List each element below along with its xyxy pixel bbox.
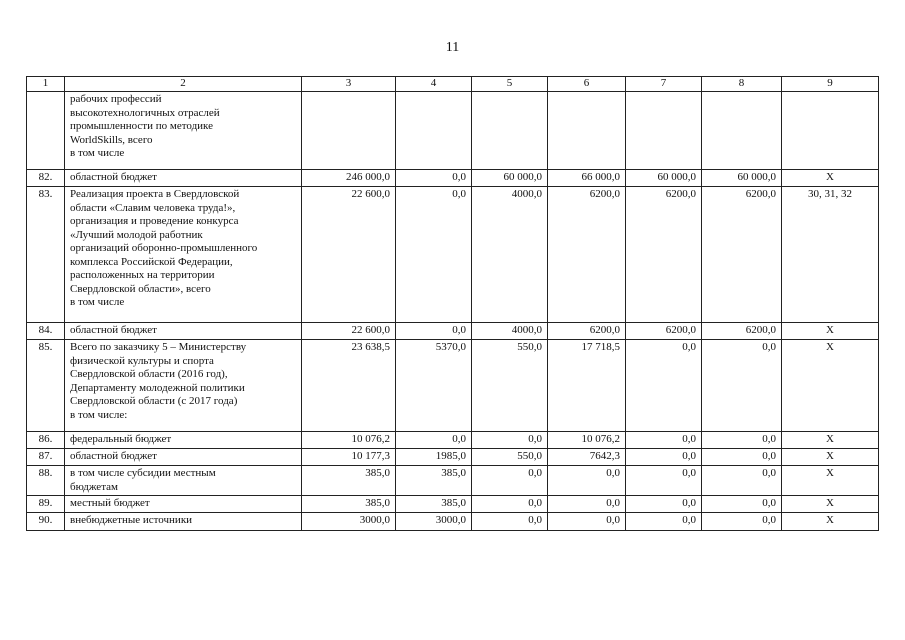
- table-row: [27, 449, 879, 466]
- reference-cell: X: [782, 432, 879, 449]
- value-cell-col5: 4000,0: [472, 187, 548, 323]
- value-cell-col4: 385,0: [396, 496, 472, 513]
- row-number-cell: 90.: [27, 513, 65, 531]
- value-cell-col8: 0,0: [702, 466, 782, 496]
- value-cell-col7: 0,0: [626, 449, 702, 466]
- row-number-cell: 85.: [27, 340, 65, 432]
- value-cell-col5: 0,0: [472, 432, 548, 449]
- value-cell-col7: 0,0: [626, 432, 702, 449]
- description-cell: областной бюджет: [65, 449, 302, 466]
- value-cell-col8: 0,0: [702, 449, 782, 466]
- value-cell-col5: 550,0: [472, 340, 548, 432]
- value-cell-col4: [396, 92, 472, 170]
- page-number: 11: [445, 40, 460, 55]
- reference-cell: [782, 92, 879, 170]
- value-cell-col8: [702, 92, 782, 170]
- row-number-cell: 89.: [27, 496, 65, 513]
- row-number-cell: 88.: [27, 466, 65, 496]
- value-cell-col5: 60 000,0: [472, 170, 548, 187]
- table-row: [27, 340, 879, 432]
- row-number-cell: 83.: [27, 187, 65, 323]
- reference-cell: X: [782, 340, 879, 432]
- row-number-cell: [27, 92, 65, 170]
- header-cell: 7: [626, 77, 702, 92]
- value-cell-col6: 6200,0: [548, 187, 626, 323]
- value-cell-col5: 4000,0: [472, 323, 548, 340]
- value-cell-col4: 0,0: [396, 323, 472, 340]
- budget-table: [26, 76, 879, 531]
- reference-cell: 30, 31, 32: [782, 187, 879, 323]
- header-cell: 8: [702, 77, 782, 92]
- description-cell: Всего по заказчику 5 – Министерству физической культуры и спорта Свердловской области (2016 год), Департаменту молодежной политики Свердловской области (с 2017 года) в том числе:: [65, 340, 302, 432]
- value-cell-col8: 0,0: [702, 340, 782, 432]
- value-cell-col8: 0,0: [702, 432, 782, 449]
- value-cell-col3: 10 076,2: [302, 432, 396, 449]
- table-row: [27, 466, 879, 496]
- description-cell: областной бюджет: [65, 323, 302, 340]
- description-cell: областной бюджет: [65, 170, 302, 187]
- value-cell-col3: [302, 92, 396, 170]
- table-row: [27, 323, 879, 340]
- value-cell-col6: 0,0: [548, 513, 626, 531]
- value-cell-col5: [472, 92, 548, 170]
- value-cell-col7: 6200,0: [626, 187, 702, 323]
- table-row: [27, 187, 879, 323]
- reference-cell: X: [782, 513, 879, 531]
- header-cell: 2: [65, 77, 302, 92]
- value-cell-col3: 22 600,0: [302, 187, 396, 323]
- row-number-cell: 82.: [27, 170, 65, 187]
- row-number-cell: 86.: [27, 432, 65, 449]
- value-cell-col8: 60 000,0: [702, 170, 782, 187]
- value-cell-col3: 22 600,0: [302, 323, 396, 340]
- value-cell-col3: 385,0: [302, 466, 396, 496]
- description-cell: федеральный бюджет: [65, 432, 302, 449]
- description-cell: Реализация проекта в Свердловской области «Славим человека труда!», организация и проведение конкурса «Лучший молодой работник организаций оборонно-промышленного комплекса Российской Федерации, расположенных на территории Свердловской области», всего в том числе: [65, 187, 302, 323]
- description-cell: внебюджетные источники: [65, 513, 302, 531]
- value-cell-col8: 0,0: [702, 513, 782, 531]
- value-cell-col4: 3000,0: [396, 513, 472, 531]
- row-number-cell: 87.: [27, 449, 65, 466]
- value-cell-col5: 0,0: [472, 513, 548, 531]
- value-cell-col6: 10 076,2: [548, 432, 626, 449]
- table-row: [27, 432, 879, 449]
- description-cell: в том числе субсидии местным бюджетам: [65, 466, 302, 496]
- value-cell-col6: 0,0: [548, 496, 626, 513]
- value-cell-col6: [548, 92, 626, 170]
- value-cell-col4: 5370,0: [396, 340, 472, 432]
- value-cell-col7: 60 000,0: [626, 170, 702, 187]
- table-row: [27, 513, 879, 531]
- reference-cell: X: [782, 323, 879, 340]
- table-row: [27, 496, 879, 513]
- value-cell-col7: 0,0: [626, 466, 702, 496]
- value-cell-col6: 66 000,0: [548, 170, 626, 187]
- description-cell: рабочих профессий высокотехнологичных отраслей промышленности по методике WorldSkills, всего в том числе: [65, 92, 302, 170]
- reference-cell: X: [782, 496, 879, 513]
- value-cell-col7: [626, 92, 702, 170]
- header-cell: 6: [548, 77, 626, 92]
- value-cell-col6: 6200,0: [548, 323, 626, 340]
- reference-cell: X: [782, 466, 879, 496]
- value-cell-col8: 0,0: [702, 496, 782, 513]
- value-cell-col3: 385,0: [302, 496, 396, 513]
- description-cell: местный бюджет: [65, 496, 302, 513]
- value-cell-col8: 6200,0: [702, 323, 782, 340]
- value-cell-col3: 246 000,0: [302, 170, 396, 187]
- value-cell-col6: 7642,3: [548, 449, 626, 466]
- table-row: [27, 92, 879, 170]
- value-cell-col5: 550,0: [472, 449, 548, 466]
- value-cell-col5: 0,0: [472, 496, 548, 513]
- value-cell-col7: 0,0: [626, 513, 702, 531]
- reference-cell: X: [782, 449, 879, 466]
- value-cell-col7: 0,0: [626, 496, 702, 513]
- table-body: [27, 77, 879, 531]
- value-cell-col5: 0,0: [472, 466, 548, 496]
- header-cell: 5: [472, 77, 548, 92]
- value-cell-col4: 385,0: [396, 466, 472, 496]
- row-number-cell: 84.: [27, 323, 65, 340]
- value-cell-col6: 0,0: [548, 466, 626, 496]
- header-cell: 9: [782, 77, 879, 92]
- value-cell-col3: 3000,0: [302, 513, 396, 531]
- value-cell-col4: 1985,0: [396, 449, 472, 466]
- reference-cell: X: [782, 170, 879, 187]
- header-row: [27, 77, 879, 92]
- value-cell-col8: 6200,0: [702, 187, 782, 323]
- value-cell-col7: 0,0: [626, 340, 702, 432]
- value-cell-col4: 0,0: [396, 187, 472, 323]
- value-cell-col3: 23 638,5: [302, 340, 396, 432]
- header-cell: 1: [27, 77, 65, 92]
- value-cell-col6: 17 718,5: [548, 340, 626, 432]
- header-cell: 3: [302, 77, 396, 92]
- table-row: [27, 170, 879, 187]
- value-cell-col4: 0,0: [396, 170, 472, 187]
- value-cell-col7: 6200,0: [626, 323, 702, 340]
- value-cell-col4: 0,0: [396, 432, 472, 449]
- value-cell-col3: 10 177,3: [302, 449, 396, 466]
- header-cell: 4: [396, 77, 472, 92]
